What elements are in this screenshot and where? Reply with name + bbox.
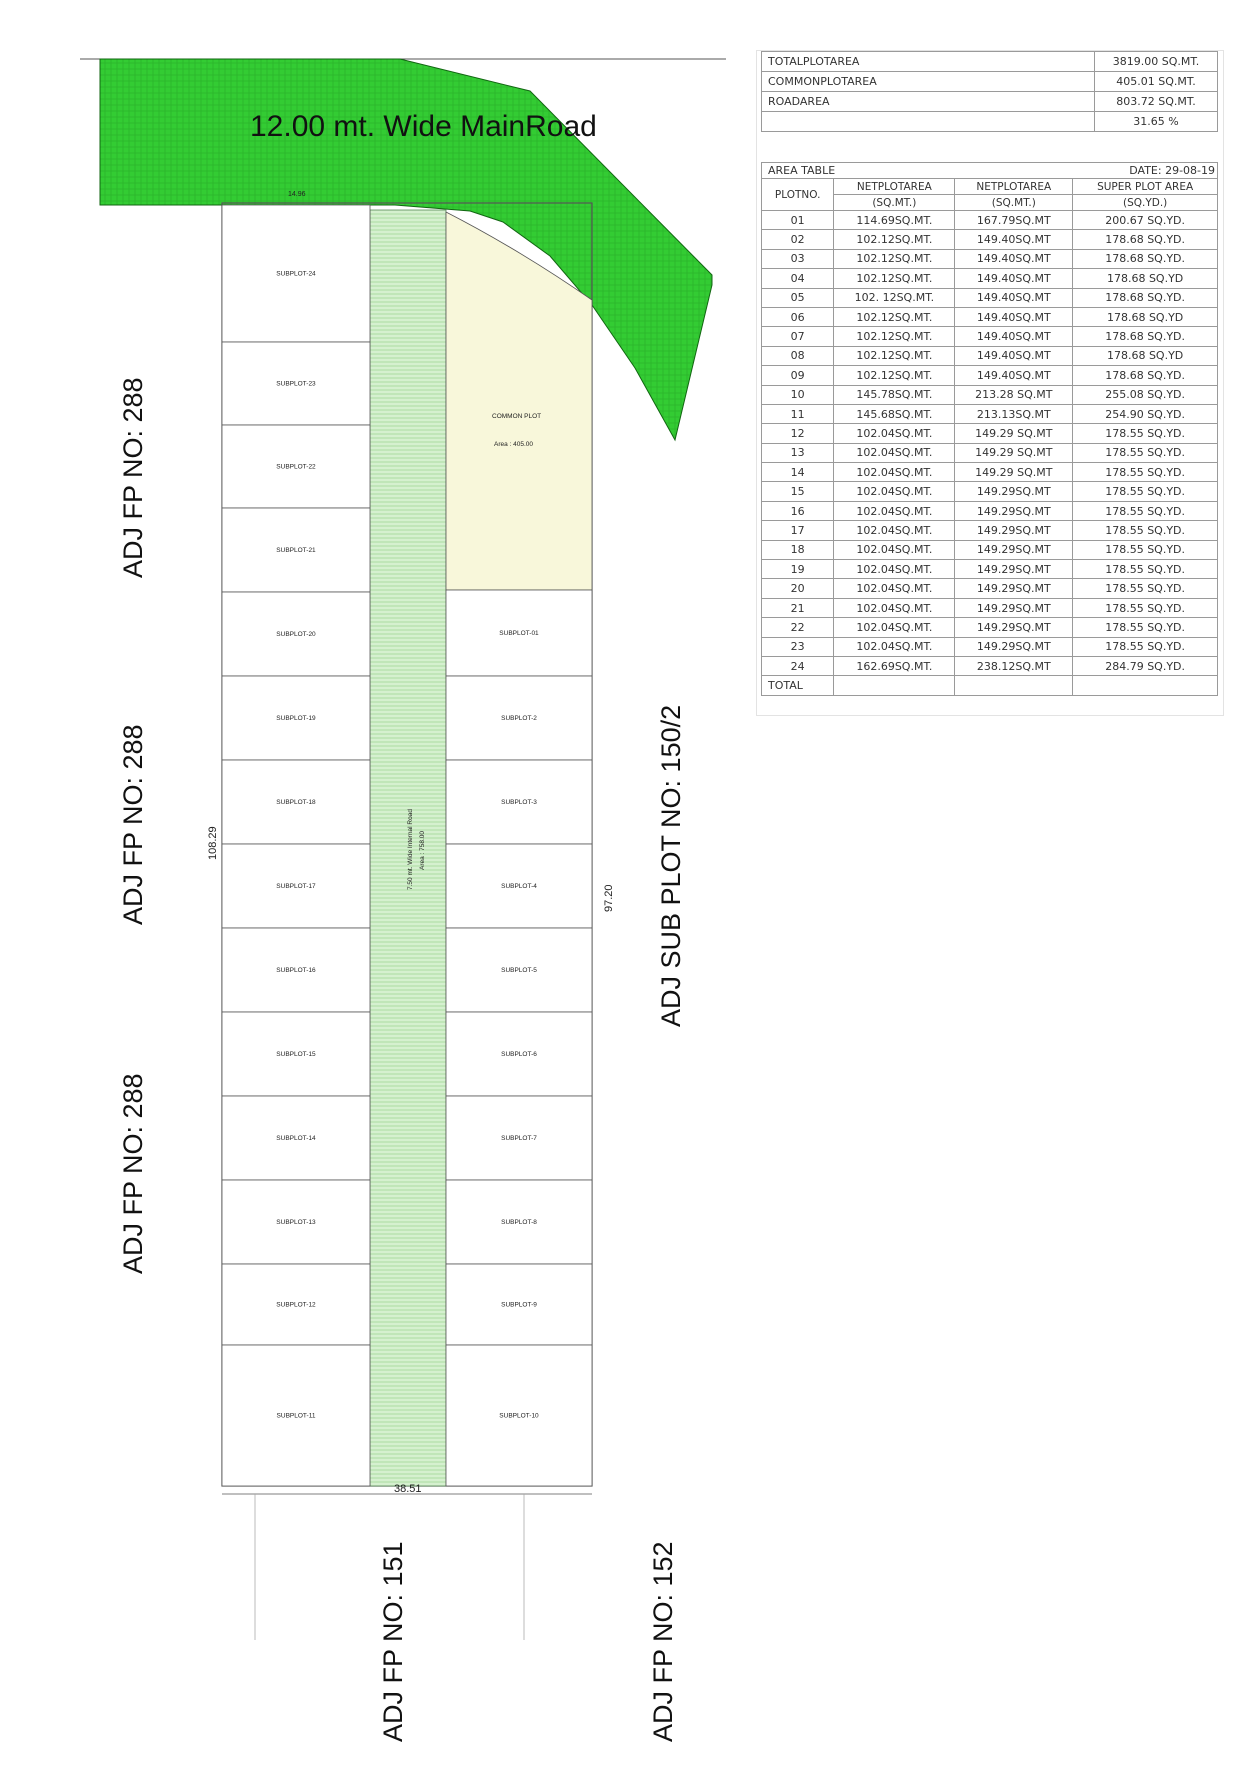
subplot: [446, 760, 592, 844]
subplot: [446, 844, 592, 928]
subplot-label: SUBPLOT-21: [276, 547, 316, 554]
column-unit: (SQ.YD.): [1073, 195, 1218, 211]
table-row: [762, 385, 1218, 404]
adjacent-label-west-1: ADJ FP NO: 288: [118, 377, 148, 578]
subplot: [446, 1264, 592, 1345]
super-area-sqyd-cell: 178.55 SQ.YD.: [1073, 443, 1218, 462]
common-plot-label: COMMON PLOT: [492, 413, 542, 420]
net-area-sqmt-cell: 102.12SQ.MT.: [834, 346, 955, 365]
plot-number-cell: 09: [762, 366, 834, 385]
subplot: [446, 1180, 592, 1264]
table-row: [762, 424, 1218, 443]
net-area-2-cell: 213.28 SQ.MT: [955, 385, 1073, 404]
subplot: [446, 928, 592, 1012]
net-area-2-cell: 149.29 SQ.MT: [955, 443, 1073, 462]
plot-number-cell: 15: [762, 482, 834, 501]
table-row: [762, 598, 1218, 617]
subplot: [446, 1012, 592, 1096]
net-area-sqmt-cell: 102.12SQ.MT.: [834, 327, 955, 346]
net-area-sqmt-cell: 102.04SQ.MT.: [834, 579, 955, 598]
table-row: [762, 72, 1218, 92]
table-row: [762, 463, 1218, 482]
super-area-sqyd-cell: 255.08 SQ.YD.: [1073, 385, 1218, 404]
subplot-label: SUBPLOT-23: [276, 380, 316, 388]
super-area-sqyd-cell: 178.68 SQ.YD.: [1073, 249, 1218, 268]
net-area-2-cell: 149.29SQ.MT: [955, 540, 1073, 559]
area-table: [761, 178, 1218, 696]
table-row: [762, 249, 1218, 268]
plot-number-cell: 19: [762, 560, 834, 579]
net-area-sqmt-cell: 102.12SQ.MT.: [834, 307, 955, 326]
net-area-2-cell: 149.40SQ.MT: [955, 327, 1073, 346]
subplot: [222, 342, 370, 425]
table-row: [762, 307, 1218, 326]
subplot-label: SUBPLOT-8: [501, 1219, 537, 1226]
subplot: [222, 1012, 370, 1096]
total-cell: [955, 676, 1073, 695]
subplot-label: SUBPLOT-5: [501, 967, 537, 974]
internal-road-area: Area : 758.00: [419, 830, 426, 870]
area-summary: [761, 51, 1218, 132]
net-area-sqmt-cell: 102.04SQ.MT.: [834, 598, 955, 617]
super-area-sqyd-cell: 178.55 SQ.YD.: [1073, 463, 1218, 482]
subplot: [222, 1345, 370, 1486]
net-area-2-cell: 149.40SQ.MT: [955, 307, 1073, 326]
subplot: [222, 205, 370, 342]
subplot: [446, 1345, 592, 1486]
net-area-sqmt-cell: 102.04SQ.MT.: [834, 560, 955, 579]
net-area-sqmt-cell: 102.04SQ.MT.: [834, 540, 955, 559]
total-label: TOTAL: [762, 676, 834, 695]
plot-number-cell: 11: [762, 404, 834, 423]
table-row: [762, 540, 1218, 559]
subplot-label: SUBPLOT-15: [276, 1051, 316, 1058]
table-row: [762, 579, 1218, 598]
subplot-label: SUBPLOT-4: [501, 883, 537, 890]
subplot-label: SUBPLOT-13: [276, 1219, 316, 1226]
super-area-sqyd-cell: 178.55 SQ.YD.: [1073, 424, 1218, 443]
area-table-title: AREA TABLE: [768, 164, 836, 177]
plot-number-cell: 04: [762, 269, 834, 288]
plot-number-cell: 21: [762, 598, 834, 617]
super-area-sqyd-cell: 178.55 SQ.YD.: [1073, 618, 1218, 637]
summary-value: 405.01 SQ.MT.: [1095, 72, 1218, 92]
net-area-2-cell: 149.29SQ.MT: [955, 560, 1073, 579]
subplot-label: SUBPLOT-2: [501, 715, 537, 722]
plot-number-cell: 10: [762, 385, 834, 404]
subplot-label: SUBPLOT-18: [276, 799, 316, 806]
super-area-sqyd-cell: 178.55 SQ.YD.: [1073, 521, 1218, 540]
plot-number-cell: 05: [762, 288, 834, 307]
super-area-sqyd-cell: 178.68 SQ.YD.: [1073, 366, 1218, 385]
net-area-2-cell: 213.13SQ.MT: [955, 404, 1073, 423]
net-area-2-cell: 238.12SQ.MT: [955, 656, 1073, 675]
subplot: [222, 928, 370, 1012]
table-row: [762, 637, 1218, 656]
plot-number-cell: 08: [762, 346, 834, 365]
subplot: [222, 1180, 370, 1264]
column-unit: (SQ.MT.): [834, 195, 955, 211]
table-row: [762, 327, 1218, 346]
net-area-sqmt-cell: 102. 12SQ.MT.: [834, 288, 955, 307]
net-area-sqmt-cell: 102.04SQ.MT.: [834, 637, 955, 656]
total-cell: [834, 676, 955, 695]
summary-label: [762, 112, 1095, 132]
plot-number-cell: 07: [762, 327, 834, 346]
subplot-label: SUBPLOT-22: [276, 463, 316, 471]
net-area-sqmt-cell: 102.12SQ.MT.: [834, 230, 955, 249]
table-row: [762, 404, 1218, 423]
subplot: [446, 1096, 592, 1180]
subplot-label: SUBPLOT-01: [499, 630, 539, 637]
net-area-2-cell: 149.40SQ.MT: [955, 346, 1073, 365]
plot-number-cell: 20: [762, 579, 834, 598]
net-area-sqmt-cell: 102.12SQ.MT.: [834, 249, 955, 268]
subplot-label: SUBPLOT-20: [276, 631, 316, 638]
subplot: [222, 1096, 370, 1180]
plot-number-cell: 16: [762, 501, 834, 520]
adjacent-label-west-3: ADJ FP NO: 288: [118, 1073, 148, 1274]
subplot: [222, 425, 370, 508]
subplot-label: SUBPLOT-12: [276, 1301, 316, 1309]
subplot: [446, 590, 592, 676]
net-area-2-cell: 167.79SQ.MT: [955, 211, 1073, 230]
net-area-2-cell: 149.40SQ.MT: [955, 288, 1073, 307]
summary-value: 803.72 SQ.MT.: [1095, 92, 1218, 112]
net-area-sqmt-cell: 102.04SQ.MT.: [834, 482, 955, 501]
subplot-label: SUBPLOT-16: [276, 967, 316, 974]
subplot-label: SUBPLOT-10: [499, 1412, 539, 1420]
super-area-sqyd-cell: 200.67 SQ.YD.: [1073, 211, 1218, 230]
super-area-sqyd-cell: 284.79 SQ.YD.: [1073, 656, 1218, 675]
net-area-sqmt-cell: 145.68SQ.MT.: [834, 404, 955, 423]
total-cell: [1073, 676, 1218, 695]
table-header-row: [762, 179, 1218, 195]
net-area-2-cell: 149.29SQ.MT: [955, 618, 1073, 637]
plot-number-cell: 18: [762, 540, 834, 559]
subplot-label: SUBPLOT-3: [501, 799, 537, 806]
plot-number-cell: 01: [762, 211, 834, 230]
plot-number-cell: 22: [762, 618, 834, 637]
table-row: [762, 482, 1218, 501]
super-area-sqyd-cell: 178.55 SQ.YD.: [1073, 482, 1218, 501]
subplot-label: SUBPLOT-6: [501, 1051, 537, 1058]
summary-label: COMMONPLOTAREA: [762, 72, 1095, 92]
top-width-dimension: 14.96: [288, 191, 306, 198]
summary-label: TOTALPLOTAREA: [762, 52, 1095, 72]
net-area-2-cell: 149.40SQ.MT: [955, 249, 1073, 268]
net-area-sqmt-cell: 102.04SQ.MT.: [834, 501, 955, 520]
super-area-sqyd-cell: 178.55 SQ.YD.: [1073, 560, 1218, 579]
subplot-label: SUBPLOT-24: [276, 270, 316, 278]
super-area-sqyd-cell: 178.68 SQ.YD: [1073, 307, 1218, 326]
net-area-sqmt-cell: 102.04SQ.MT.: [834, 443, 955, 462]
super-area-sqyd-cell: 178.55 SQ.YD.: [1073, 598, 1218, 617]
table-row: [762, 501, 1218, 520]
internal-road-label: 7.50 mt. Wide Internal Road: [407, 809, 414, 890]
plot-number-cell: 13: [762, 443, 834, 462]
subplot: [222, 1264, 370, 1345]
net-area-2-cell: 149.29SQ.MT: [955, 637, 1073, 656]
total-row: [762, 676, 1218, 695]
subplot-label: SUBPLOT-11: [276, 1412, 316, 1420]
table-row: [762, 346, 1218, 365]
table-row: [762, 211, 1218, 230]
net-area-2-cell: 149.29SQ.MT: [955, 579, 1073, 598]
table-row: [762, 230, 1218, 249]
super-area-sqyd-cell: 178.55 SQ.YD.: [1073, 501, 1218, 520]
net-area-2-cell: 149.29 SQ.MT: [955, 424, 1073, 443]
net-area-2-cell: 149.40SQ.MT: [955, 230, 1073, 249]
net-area-2-cell: 149.40SQ.MT: [955, 269, 1073, 288]
super-area-sqyd-cell: 178.55 SQ.YD.: [1073, 637, 1218, 656]
area-table-header: [761, 162, 1218, 178]
super-area-sqyd-cell: 178.68 SQ.YD.: [1073, 327, 1218, 346]
table-row: [762, 112, 1218, 132]
net-area-sqmt-cell: 102.04SQ.MT.: [834, 521, 955, 540]
super-area-sqyd-cell: 178.68 SQ.YD: [1073, 269, 1218, 288]
summary-table: [761, 51, 1218, 132]
adjacent-label-east: ADJ SUB PLOT NO: 150/2: [656, 704, 686, 1027]
column-header-plot: PLOTNO.: [762, 179, 834, 211]
super-area-sqyd-cell: 178.68 SQ.YD: [1073, 346, 1218, 365]
table-row: [762, 92, 1218, 112]
super-area-sqyd-cell: 178.68 SQ.YD.: [1073, 230, 1218, 249]
common-plot-area: Area : 405.00: [494, 441, 534, 448]
area-table-date: DATE: 29-08-19: [1129, 164, 1215, 177]
net-area-sqmt-cell: 114.69SQ.MT.: [834, 211, 955, 230]
adjacent-label-south-1: ADJ FP NO: 151: [378, 1541, 408, 1742]
plot-number-cell: 06: [762, 307, 834, 326]
net-area-2-cell: 149.40SQ.MT: [955, 366, 1073, 385]
subplot-label: SUBPLOT-17: [276, 883, 316, 890]
area-table-section: [761, 162, 1218, 696]
super-area-sqyd-cell: 178.55 SQ.YD.: [1073, 579, 1218, 598]
column-unit: (SQ.MT.): [955, 195, 1073, 211]
super-area-sqyd-cell: 178.55 SQ.YD.: [1073, 540, 1218, 559]
adjacent-label-west-2: ADJ FP NO: 288: [118, 724, 148, 925]
subplot: [222, 592, 370, 676]
subplot-label: SUBPLOT-7: [501, 1135, 537, 1142]
subplot: [222, 508, 370, 592]
total-width-dimension: 38.51: [394, 1483, 422, 1495]
left-height-dimension: 108.29: [207, 826, 219, 860]
net-area-2-cell: 149.29SQ.MT: [955, 482, 1073, 501]
main-road-label: 12.00 mt. Wide MainRoad: [250, 110, 597, 143]
subplot: [222, 760, 370, 844]
summary-value: 31.65 %: [1095, 112, 1218, 132]
plot-number-cell: 17: [762, 521, 834, 540]
subplot-label: SUBPLOT-9: [501, 1301, 537, 1309]
table-row: [762, 521, 1218, 540]
summary-label: ROADAREA: [762, 92, 1095, 112]
table-row: [762, 618, 1218, 637]
plot-number-cell: 23: [762, 637, 834, 656]
table-row: [762, 366, 1218, 385]
adjacent-label-south-2: ADJ FP NO: 152: [648, 1541, 678, 1742]
column-header-net-area-2: NETPLOTAREA: [955, 179, 1073, 195]
subplot: [446, 676, 592, 760]
subplot: [222, 844, 370, 928]
net-area-sqmt-cell: 102.04SQ.MT.: [834, 424, 955, 443]
table-row: [762, 269, 1218, 288]
table-row: [762, 560, 1218, 579]
table-row: [762, 656, 1218, 675]
table-row: [762, 443, 1218, 462]
net-area-2-cell: 149.29SQ.MT: [955, 501, 1073, 520]
plot-number-cell: 03: [762, 249, 834, 268]
net-area-sqmt-cell: 102.12SQ.MT.: [834, 269, 955, 288]
table-row: [762, 288, 1218, 307]
net-area-2-cell: 149.29SQ.MT: [955, 521, 1073, 540]
subplot: [222, 676, 370, 760]
column-header-super-area: SUPER PLOT AREA: [1073, 179, 1218, 195]
plot-number-cell: 24: [762, 656, 834, 675]
right-height-dimension: 97.20: [603, 884, 615, 912]
net-area-2-cell: 149.29 SQ.MT: [955, 463, 1073, 482]
subplot-label: SUBPLOT-14: [276, 1135, 316, 1142]
plot-number-cell: 14: [762, 463, 834, 482]
net-area-2-cell: 149.29SQ.MT: [955, 598, 1073, 617]
net-area-sqmt-cell: 162.69SQ.MT.: [834, 656, 955, 675]
net-area-sqmt-cell: 102.04SQ.MT.: [834, 618, 955, 637]
plot-number-cell: 02: [762, 230, 834, 249]
table-row: [762, 52, 1218, 72]
summary-value: 3819.00 SQ.MT.: [1095, 52, 1218, 72]
net-area-sqmt-cell: 145.78SQ.MT.: [834, 385, 955, 404]
column-header-net-area-1: NETPLOTAREA: [834, 179, 955, 195]
super-area-sqyd-cell: 178.68 SQ.YD.: [1073, 288, 1218, 307]
plot-number-cell: 12: [762, 424, 834, 443]
subplot-label: SUBPLOT-19: [276, 715, 316, 722]
super-area-sqyd-cell: 254.90 SQ.YD.: [1073, 404, 1218, 423]
net-area-sqmt-cell: 102.12SQ.MT.: [834, 366, 955, 385]
net-area-sqmt-cell: 102.04SQ.MT.: [834, 463, 955, 482]
